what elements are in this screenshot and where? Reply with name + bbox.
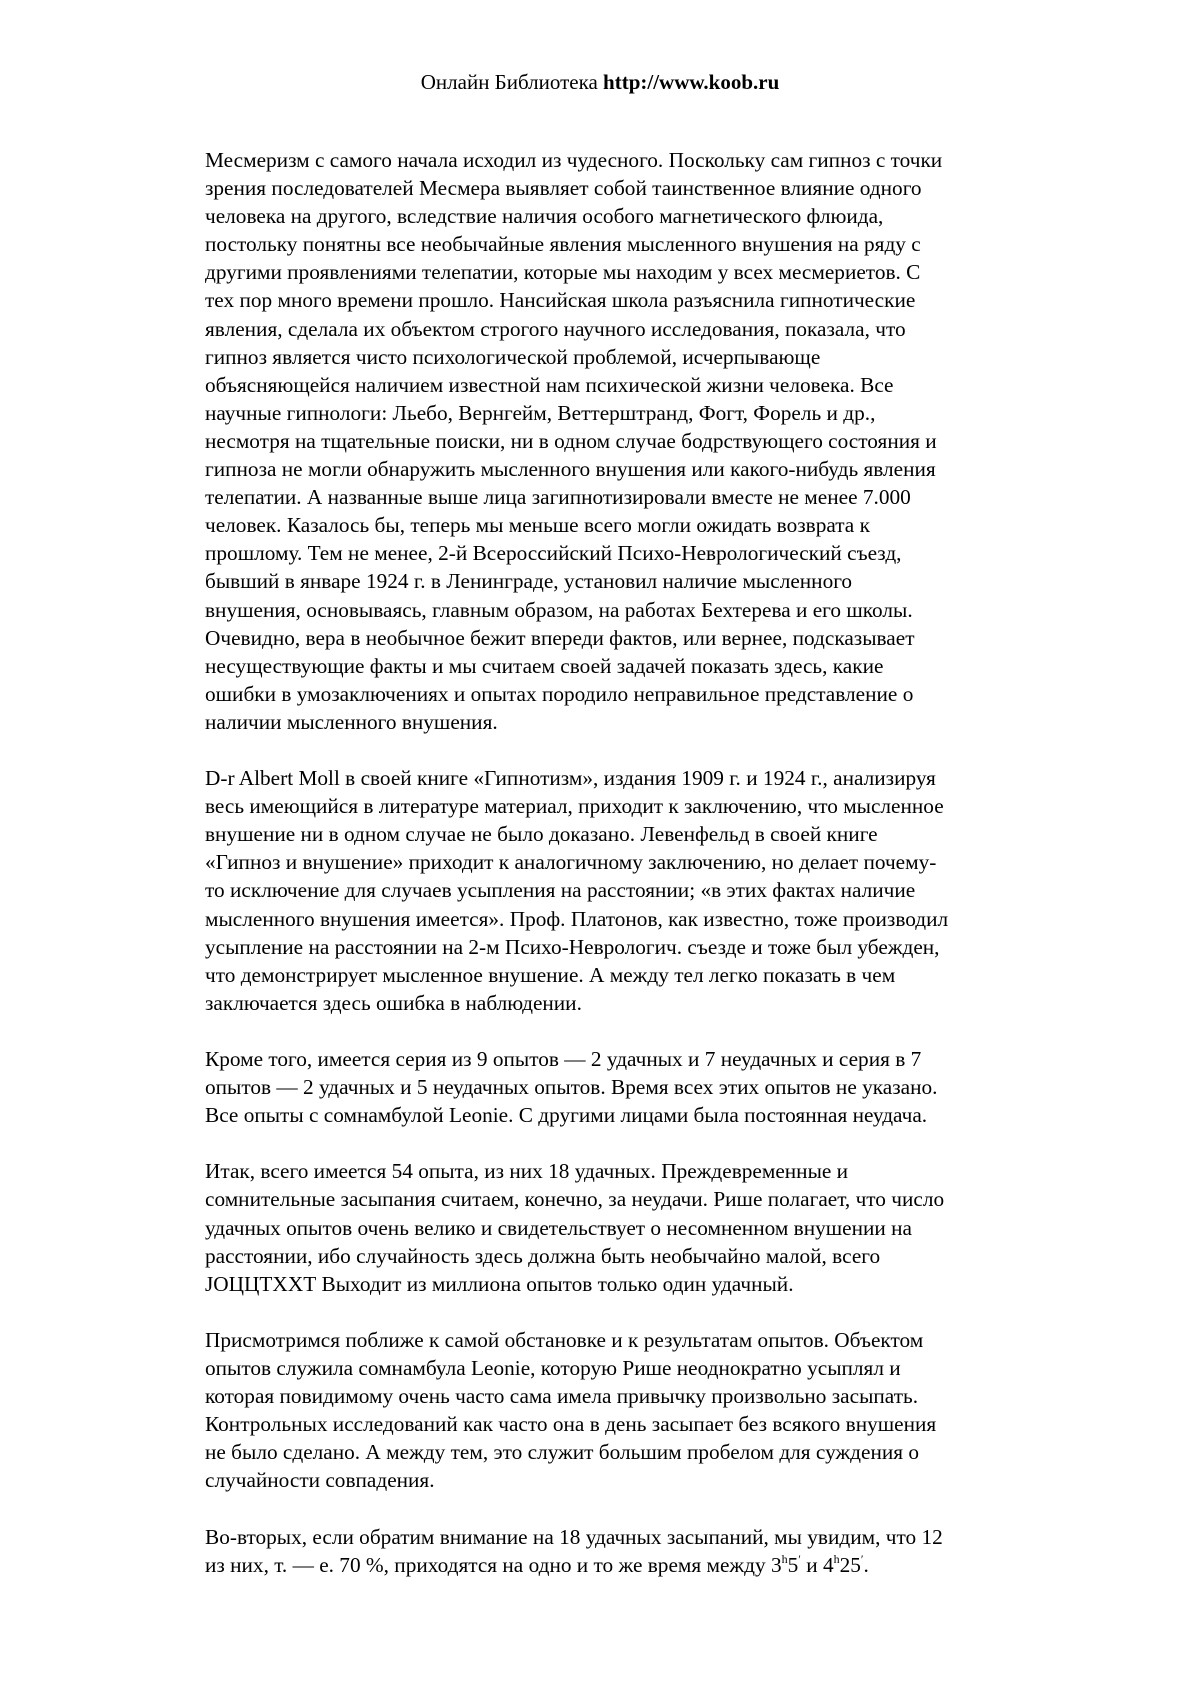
text-line: JОЦЦТХХТ Выходит из миллиона опытов только один удачный. (205, 1271, 794, 1296)
text-line: Во-вторых, если обратим внимание на 18 удачных засыпаний, мы увидим, что 12 (205, 1524, 943, 1549)
time-superscript: h (833, 1551, 840, 1566)
time-text: 4 (822, 1552, 834, 1577)
text-line: несуществующие факты и мы считаем своей задачей показать здесь, какие (205, 653, 884, 678)
time-superscript: h (781, 1551, 788, 1566)
time-text: и (800, 1552, 823, 1577)
text-line: Присмотримся поближе к самой обстановке и к результатам опытов. Объектом (205, 1327, 924, 1352)
text-line: прошлому. Тем не менее, 2-й Всероссийский Психо-Неврологический съезд, (205, 541, 902, 566)
text-line: мысленного внушения имеется». Проф. Платонов, как известно, тоже производил (205, 906, 949, 931)
time-text: . (863, 1552, 869, 1577)
text-line: опытов — 2 удачных и 5 неудачных опытов. Время всех этих опытов не указано. (205, 1075, 938, 1100)
time-superscript: ′ (798, 1551, 801, 1566)
text-line: то исключение для случаев усыпления на расстоянии; «в этих фактах наличие (205, 878, 916, 903)
text-line: явления, сделала их объектом строгого научного исследования, показала, что (205, 316, 906, 341)
text-line: «Гипноз и внушение» приходит к аналогичному заключению, но делает почему- (205, 850, 937, 875)
text-line: другими проявлениями телепатии, которые мы находим у всех месмериетов. С (205, 260, 921, 285)
text-line: Месмеризм с самого начала исходил из чудесного. Поскольку сам гипноз с точки (205, 148, 943, 172)
paragraph (205, 1326, 1065, 1495)
paragraph-gap (205, 1298, 1065, 1326)
text-line: сомнительные засыпания считаем, конечно, за неудачи. Рише полагает, что число (205, 1187, 945, 1212)
text-line: Кроме того, имеется серия из 9 опытов — 2 удачных и 7 неудачных и серия в 7 (205, 1047, 922, 1071)
text-line: тех пор много времени прошло. Нансийская школа разъяснила гипнотические (205, 288, 916, 313)
text-line: ошибки в умозаключениях и опытах породило неправильное представление о (205, 681, 914, 706)
time-text: 3 (770, 1552, 782, 1577)
text-line: бывший в январе 1924 г. в Ленинграде, установил наличие мысленного (205, 569, 853, 594)
text-line: гипноз является чисто психологической проблемой, исчерпывающе (205, 344, 821, 369)
paragraph (205, 764, 1065, 1017)
text-line: внушение ни в одном случае не было доказано. Левенфельд в своей книге (205, 822, 878, 847)
text-line: опытов служила сомнамбула Leonie, которую Рише неоднократно усыплял и (205, 1356, 901, 1381)
text-line: Контрольных исследований как часто она в день засыпает без всякого внушения (205, 1412, 937, 1437)
paragraph (205, 1157, 1065, 1297)
time-text: из них, т. — е. 70 %, приходятся на одно и то же время между (205, 1552, 771, 1577)
paragraph-gap (205, 1495, 1065, 1523)
text-line: удачных опытов очень велико и свидетельствует о несомненном внушении на (205, 1215, 912, 1240)
text-line: заключается здесь ошибка в наблюдении. (205, 990, 582, 1015)
paragraph-gap (205, 1129, 1065, 1157)
text-line: телепатии. А названные выше лица загипнотизировали вместе не менее 7.000 (205, 485, 911, 510)
time-superscript: ′ (860, 1551, 864, 1566)
text-line: Все опыты с сомнамбулой Leonie. С другими лицами была постоянная неудача. (205, 1103, 928, 1128)
text-line: внушения, основываясь, главным образом, на работах Бехтерева и его школы. (205, 597, 913, 622)
text-line: объясняющейся наличием известной нам психической жизни человека. Все (205, 372, 894, 397)
text-line: человека на другого, вследствие наличия особого магнетического флюида, (205, 204, 884, 229)
text-line: которая повидимому очень часто сама имела привычку произвольно засыпать. (205, 1384, 919, 1409)
text-line: D-r Albert Moll в своей книге «Гипнотизм», издания 1909 г. и 1924 г., анализируя (205, 766, 936, 791)
text-line-with-times (205, 1551, 1065, 1579)
time-text: 25 (839, 1552, 861, 1577)
text-line: весь имеющийся в литературе материал, приходит к заключению, что мысленное (205, 794, 944, 819)
paragraph-gap (205, 1017, 1065, 1045)
text-line: гипноза не могли обнаружить мысленного внушения или какого-нибудь явления (205, 457, 936, 482)
text-line: научные гипнологи: Льебо, Вернгейм, Веттерштранд, Фогт, Форель и др., (205, 400, 876, 425)
text-line: человек. Казалось бы, теперь мы меньше всего могли ожидать возврата к (205, 513, 870, 538)
text-line: усыпление на расстоянии на 2-м Психо-Неврологич. съезде и тоже был убежден, (205, 934, 940, 959)
text-line: расстоянии, ибо случайность здесь должна быть необычайно малой, всего (205, 1243, 881, 1268)
time-text: 5 (787, 1552, 799, 1577)
text-line: Очевидно, вера в необычное бежит впереди фактов, или вернее, подсказывает (205, 625, 915, 650)
text-line: наличии мысленного внушения. (205, 709, 498, 734)
page-header (0, 68, 1200, 96)
paragraph (205, 1045, 1065, 1129)
text-line: постольку понятны все необычайные явления мысленного внушения на ряду с (205, 232, 921, 257)
text-line: Итак, всего имеется 54 опыта, из них 18 удачных. Преждевременные и (205, 1159, 849, 1184)
library-url[interactable]: http://www.koob.ru (603, 70, 780, 94)
text-line: случайности совпадения. (205, 1468, 435, 1493)
text-line: несмотря на тщательные поиски, ни в одном случае бодрствующего состояния и (205, 428, 937, 453)
text-line: зрения последователей Месмера выявляет собой таинственное влияние одного (205, 176, 922, 201)
text-line: не было сделано. А между тем, это служит большим пробелом для суждения о (205, 1440, 920, 1465)
paragraph (205, 146, 1065, 736)
document-body (205, 146, 1065, 1579)
text-line: что демонстрирует мысленное внушение. А между тел легко показать в чем (205, 962, 896, 987)
paragraph-gap (205, 736, 1065, 764)
library-label: Онлайн Библиотека (420, 70, 598, 94)
paragraph (205, 1523, 1065, 1579)
